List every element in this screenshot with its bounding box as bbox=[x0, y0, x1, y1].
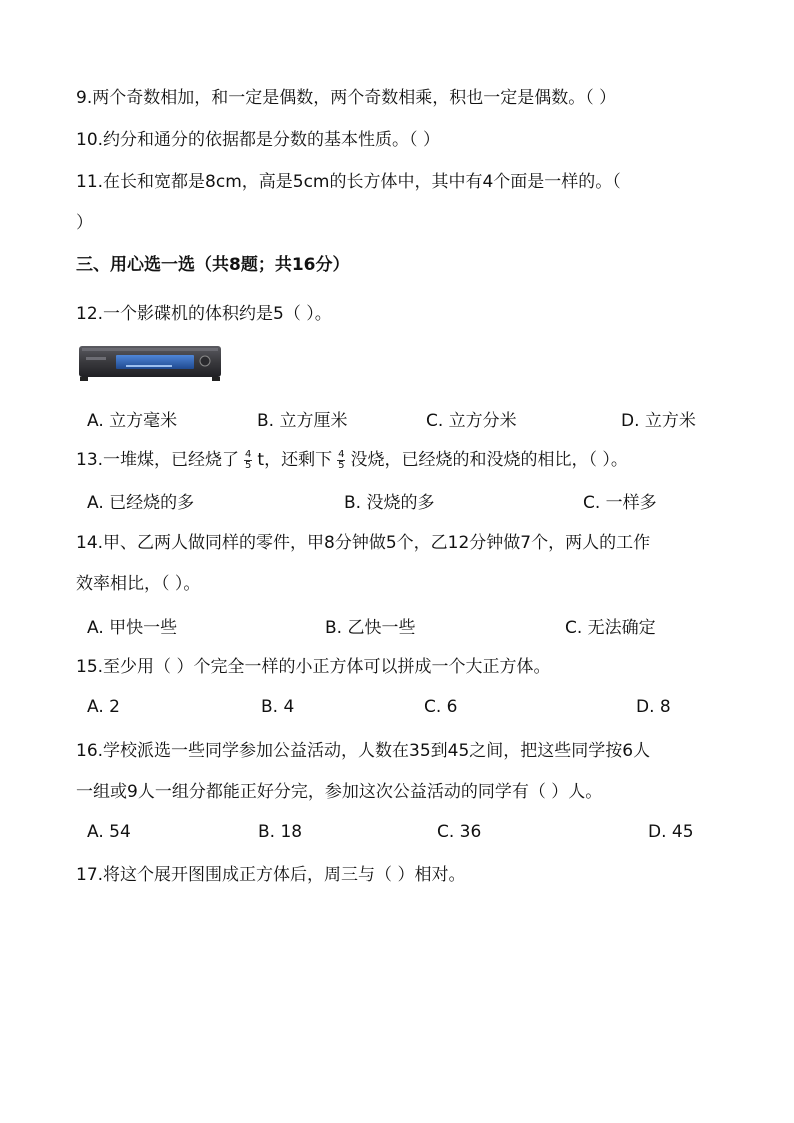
q13-options bbox=[87, 488, 727, 513]
q13-fraction-1-numerator: 4 bbox=[245, 448, 252, 460]
q14-stem-line1: 14.甲、乙两人做同样的零件，甲8分钟做5个，乙12分钟做7个，两人的工作 bbox=[76, 533, 651, 553]
q13-part3: 没烧，已经烧的和没烧的相比，（ ）。 bbox=[350, 450, 628, 470]
q13-option-c[interactable]: C. 一样多 bbox=[583, 493, 657, 513]
q10-text: 10.约分和通分的依据都是分数的基本性质。（ ） bbox=[76, 130, 440, 150]
q15-option-a[interactable]: A. 2 bbox=[87, 697, 120, 717]
section3-heading: 三、用心选一选（共8题；共16分） bbox=[76, 255, 350, 275]
q12-option-b[interactable]: B. 立方厘米 bbox=[257, 411, 348, 431]
q13-option-a[interactable]: A. 已经烧的多 bbox=[87, 493, 195, 513]
q15-option-b[interactable]: B. 4 bbox=[261, 697, 295, 717]
q13-option-b[interactable]: B. 没烧的多 bbox=[344, 493, 435, 513]
q16-option-d[interactable]: D. 45 bbox=[648, 822, 694, 842]
q14-option-a[interactable]: A. 甲快一些 bbox=[87, 618, 178, 638]
q13-part1: 13.一堆煤，已经烧了 bbox=[76, 450, 240, 470]
dvd-player-image bbox=[78, 342, 222, 381]
q16-stem-line1: 16.学校派选一些同学参加公益活动，人数在35到45之间，把这些同学按6人 bbox=[76, 741, 651, 761]
q13-fraction-1 bbox=[244, 450, 252, 471]
q12-option-d[interactable]: D. 立方米 bbox=[621, 411, 696, 431]
q16-option-a[interactable]: A. 54 bbox=[87, 822, 131, 842]
q13-fraction-1-denominator: 5 bbox=[245, 459, 252, 471]
q13-fraction-2-numerator: 4 bbox=[338, 448, 345, 460]
q12-option-c[interactable]: C. 立方分米 bbox=[426, 411, 517, 431]
q16-option-c[interactable]: C. 36 bbox=[437, 822, 482, 842]
q17-stem: 17.将这个展开图围成正方体后，周三与（ ）相对。 bbox=[76, 865, 466, 885]
q11-text-line1: 11.在长和宽都是8cm，高是5cm的长方体中，其中有4个面是一样的。（ bbox=[76, 172, 621, 192]
q16-option-b[interactable]: B. 18 bbox=[258, 822, 303, 842]
q15-options bbox=[87, 697, 727, 719]
q13-fraction-2-denominator: 5 bbox=[338, 459, 345, 471]
q13-part2: t，还剩下 bbox=[257, 450, 333, 470]
q15-option-d[interactable]: D. 8 bbox=[636, 697, 671, 717]
q9-text: 9.两个奇数相加，和一定是偶数，两个奇数相乘，积也一定是偶数。（ ） bbox=[76, 88, 617, 108]
q12-stem: 12.一个影碟机的体积约是5（ ）。 bbox=[76, 304, 332, 324]
q14-stem-line2: 效率相比，（ ）。 bbox=[76, 574, 201, 594]
q12-option-a[interactable]: A. 立方毫米 bbox=[87, 411, 178, 431]
q14-option-c[interactable]: C. 无法确定 bbox=[565, 618, 656, 638]
q12-options bbox=[87, 406, 727, 431]
q11-text-line2: ） bbox=[76, 213, 93, 233]
q16-stem-line2: 一组或9人一组分都能正好分完，参加这次公益活动的同学有（ ）人。 bbox=[76, 782, 603, 802]
q15-stem: 15.至少用（ ）个完全一样的小正方体可以拼成一个大正方体。 bbox=[76, 657, 551, 677]
q13-stem bbox=[76, 449, 628, 471]
q14-option-b[interactable]: B. 乙快一些 bbox=[325, 618, 416, 638]
q16-options bbox=[87, 822, 727, 844]
q15-option-c[interactable]: C. 6 bbox=[424, 697, 458, 717]
q14-options bbox=[87, 613, 727, 638]
q13-fraction-2 bbox=[337, 450, 345, 471]
